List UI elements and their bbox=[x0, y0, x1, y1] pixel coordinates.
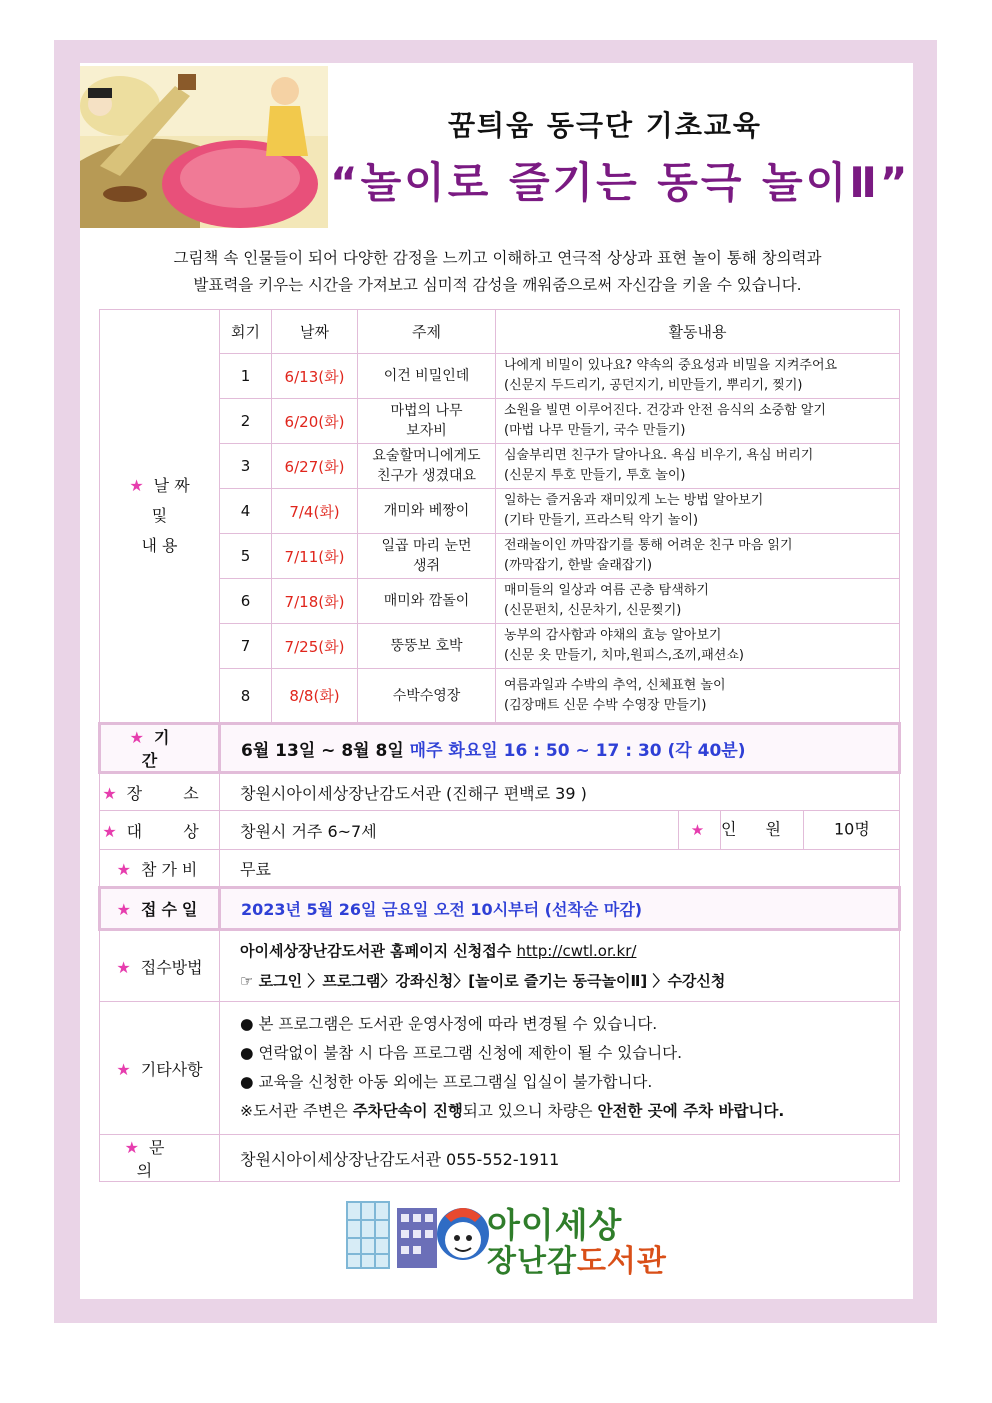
session-topic: 개미와 베짱이 bbox=[358, 489, 496, 534]
period-label bbox=[100, 724, 220, 773]
session-activity bbox=[496, 624, 900, 669]
session-activity bbox=[496, 669, 900, 724]
session-topic: 수박수영장 bbox=[358, 669, 496, 724]
note-bold: 안전한 곳에 주차 바랍니다. bbox=[597, 1102, 785, 1120]
fee-value: 무료 bbox=[220, 850, 900, 888]
intro-line: 발표력을 키우는 시간을 가져보고 심미적 감성을 깨워줌으로써 자신감을 키울 수 있습니다. bbox=[193, 276, 802, 294]
round-number: 6 bbox=[220, 579, 272, 624]
session-activity bbox=[496, 489, 900, 534]
method-row bbox=[100, 930, 900, 1002]
bullet-icon: ● bbox=[240, 1073, 254, 1091]
activity-line: 나에게 비밀이 있나요? 약속의 중요성과 비밀을 지켜주어요 bbox=[504, 358, 838, 373]
round-number: 3 bbox=[220, 444, 272, 489]
activity-line: (신문펀치, 신문차기, 신문찢기) bbox=[504, 603, 682, 618]
logo-text bbox=[487, 1236, 667, 1280]
period-value bbox=[220, 724, 900, 773]
logo-line: 아이세상 bbox=[487, 1206, 623, 1246]
session-activity bbox=[496, 444, 900, 489]
period-dates: 6월 13일 ~ 8월 8일 bbox=[241, 740, 404, 761]
header-round: 회기 bbox=[220, 310, 272, 354]
intro-line: 그림책 속 인물들이 되어 다양한 감정을 느끼고 이해하고 연극적 상상과 표현 놀이 통해 창의력과 bbox=[173, 249, 822, 267]
star-icon: ★ bbox=[129, 728, 144, 747]
program-table bbox=[98, 309, 901, 1182]
list-item bbox=[240, 1039, 899, 1068]
table-row bbox=[100, 444, 900, 489]
count-label-text: 인 원 bbox=[721, 819, 793, 839]
reception-value: 2023년 5월 26일 금요일 오전 10시부터 (선착순 마감) bbox=[220, 888, 900, 930]
session-topic: 매미와 깜돌이 bbox=[358, 579, 496, 624]
table-row bbox=[100, 669, 900, 724]
table-row bbox=[100, 399, 900, 444]
label-text: 및 bbox=[151, 506, 168, 525]
homepage-link[interactable]: http://cwtl.or.kr/ bbox=[516, 942, 637, 960]
star-icon: ★ bbox=[102, 783, 117, 803]
session-date: 8/8(화) bbox=[272, 669, 358, 724]
reception-label bbox=[100, 888, 220, 930]
target-label bbox=[100, 811, 220, 850]
star-icon: ★ bbox=[116, 859, 131, 879]
method-text: 아이세상장난감도서관 홈페이지 신청접수 bbox=[240, 942, 517, 960]
activity-line: 전래놀이인 까막잡기를 통해 어려운 친구 마음 읽기 bbox=[504, 538, 793, 553]
subtitle: 꿈틔움 동극단 기초교육 bbox=[448, 109, 762, 142]
round-number: 7 bbox=[220, 624, 272, 669]
session-date: 6/13(화) bbox=[272, 354, 358, 399]
round-number: 4 bbox=[220, 489, 272, 534]
place-label bbox=[100, 773, 220, 811]
label-text: 접수방법 bbox=[140, 957, 203, 977]
activity-line: 여름과일과 수박의 추억, 신체표현 놀이 bbox=[504, 677, 726, 693]
activity-line: (기타 만들기, 프라스틱 악기 놀이) bbox=[504, 513, 699, 528]
session-date: 7/18(화) bbox=[272, 579, 358, 624]
table-row bbox=[100, 534, 900, 579]
round-number: 1 bbox=[220, 354, 272, 399]
table-row bbox=[100, 489, 900, 534]
bullet-icon: ● bbox=[240, 1044, 254, 1062]
note-text: 연락없이 불참 시 다음 프로그램 신청에 제한이 될 수 있습니다. bbox=[258, 1044, 683, 1062]
contact-value: 창원시아이세상장난감도서관 055-552-1911 bbox=[220, 1135, 900, 1182]
storybook-illustration bbox=[80, 66, 328, 228]
activity-line: (마법 나무 만들기, 국수 만들기) bbox=[504, 423, 686, 438]
count-label bbox=[679, 811, 721, 850]
method-label bbox=[100, 930, 220, 1002]
notes-list bbox=[220, 1002, 900, 1135]
label-text: 대 상 bbox=[126, 821, 217, 841]
logo-line: 도서관 bbox=[576, 1244, 667, 1279]
label-text: 접수일 bbox=[140, 900, 203, 919]
notes-row bbox=[100, 1002, 900, 1135]
session-date: 7/25(화) bbox=[272, 624, 358, 669]
divider bbox=[803, 811, 834, 849]
note-text: ※도서관 주변은 bbox=[240, 1102, 353, 1120]
note-text: 되고 있으니 차량은 bbox=[462, 1102, 598, 1120]
activity-line: 매미들의 일상과 여름 곤충 탐색하기 bbox=[504, 583, 709, 598]
activity-line: (까막잡기, 한발 술래잡기) bbox=[504, 558, 653, 573]
star-icon: ★ bbox=[116, 957, 131, 977]
target-row bbox=[100, 811, 900, 850]
round-number: 8 bbox=[220, 669, 272, 724]
activity-line: 일하는 즐거움과 재미있게 노는 방법 알아보기 bbox=[504, 493, 764, 508]
contact-row bbox=[100, 1135, 900, 1182]
header-date: 날짜 bbox=[272, 310, 358, 354]
reception-row bbox=[100, 888, 900, 930]
note-bold: 주차단속이 진행 bbox=[352, 1102, 463, 1120]
fee-label bbox=[100, 850, 220, 888]
session-date: 7/11(화) bbox=[272, 534, 358, 579]
period-row bbox=[100, 724, 900, 773]
session-activity bbox=[496, 579, 900, 624]
table-row bbox=[100, 624, 900, 669]
place-row bbox=[100, 773, 900, 811]
label-text: 내 용 bbox=[141, 536, 178, 555]
session-topic bbox=[358, 534, 496, 579]
table-row bbox=[100, 354, 900, 399]
place-value: 창원시아이세상장난감도서관 (진해구 편백로 39 ) bbox=[220, 773, 900, 811]
logo-line: 장난감 bbox=[487, 1244, 577, 1279]
method-steps: ☞ 로그인 〉프로그램〉강좌신청〉[놀이로 즐기는 동극놀이Ⅱ] 〉수강신청 bbox=[240, 972, 726, 990]
list-item bbox=[240, 1068, 899, 1097]
header-topic: 주제 bbox=[358, 310, 496, 354]
activity-line: (김장매트 신문 수박 수영장 만들기) bbox=[504, 697, 707, 713]
topic-text: 마법의 나무 보자비 bbox=[390, 403, 463, 439]
list-item bbox=[240, 1010, 899, 1039]
label-text: 날 짜 bbox=[153, 476, 190, 495]
topic-text: 요술할머니에게도 친구가 생겼대요 bbox=[372, 448, 481, 484]
schedule-label bbox=[100, 310, 220, 724]
session-activity bbox=[496, 399, 900, 444]
activity-line: (신문지 두드리기, 공던지기, 비만들기, 뿌리기, 찢기) bbox=[504, 378, 803, 393]
intro-text bbox=[100, 245, 895, 299]
method-value bbox=[220, 930, 900, 1002]
count-cell bbox=[721, 811, 900, 850]
star-icon: ★ bbox=[116, 900, 131, 919]
contact-label bbox=[100, 1135, 220, 1182]
star-icon: ★ bbox=[102, 821, 117, 841]
activity-line: 농부의 감사함과 야채의 효능 알아보기 bbox=[504, 628, 722, 643]
bullet-icon: ● bbox=[240, 1015, 254, 1033]
label-text: 기 간 bbox=[141, 728, 190, 770]
activity-line: 소원을 빌면 이루어진다. 건강과 안전 음식의 소중함 알기 bbox=[504, 403, 826, 418]
session-activity bbox=[496, 354, 900, 399]
count-value: 10명 bbox=[834, 819, 870, 839]
header-activity: 활동내용 bbox=[496, 310, 900, 354]
fee-row bbox=[100, 850, 900, 888]
star-icon: ★ bbox=[116, 1059, 131, 1079]
activity-line: 심술부리면 친구가 달아나요. 욕심 비우기, 욕심 버리기 bbox=[504, 448, 814, 463]
label-text: 장 소 bbox=[126, 783, 217, 803]
session-topic: 뚱뚱보 호박 bbox=[358, 624, 496, 669]
table-row bbox=[100, 579, 900, 624]
session-topic bbox=[358, 399, 496, 444]
target-value: 창원시 거주 6~7세 bbox=[220, 811, 679, 850]
round-number: 2 bbox=[220, 399, 272, 444]
activity-line: (신문 옷 만들기, 치마,원피스,조끼,패션쇼) bbox=[504, 648, 744, 663]
list-item bbox=[240, 1097, 899, 1126]
label-text: 기타사항 bbox=[140, 1059, 203, 1079]
session-date: 6/27(화) bbox=[272, 444, 358, 489]
star-icon: ★ bbox=[690, 821, 705, 839]
activity-line: (신문지 투호 만들기, 투호 놀이) bbox=[504, 468, 686, 483]
topic-text: 일곱 마리 눈먼 생쥐 bbox=[381, 538, 472, 574]
session-date: 7/4(화) bbox=[272, 489, 358, 534]
session-topic bbox=[358, 444, 496, 489]
star-icon: ★ bbox=[129, 476, 144, 495]
star-icon: ★ bbox=[124, 1138, 139, 1157]
note-text: 본 프로그램은 도서관 운영사정에 따라 변경될 수 있습니다. bbox=[258, 1015, 658, 1033]
note-text: 교육을 신청한 아동 외에는 프로그램실 입실이 불가합니다. bbox=[258, 1073, 653, 1091]
label-text: 문 의 bbox=[136, 1138, 195, 1180]
session-date: 6/20(화) bbox=[272, 399, 358, 444]
session-topic: 이건 비밀인데 bbox=[358, 354, 496, 399]
notes-label bbox=[100, 1002, 220, 1135]
label-text: 참가비 bbox=[140, 859, 203, 879]
page-title: “놀이로 즐기는 동극 놀이Ⅱ” bbox=[330, 158, 911, 207]
round-number: 5 bbox=[220, 534, 272, 579]
session-activity bbox=[496, 534, 900, 579]
period-time: 매주 화요일 16 : 50 ~ 17 : 30 (각 40분) bbox=[409, 740, 746, 761]
